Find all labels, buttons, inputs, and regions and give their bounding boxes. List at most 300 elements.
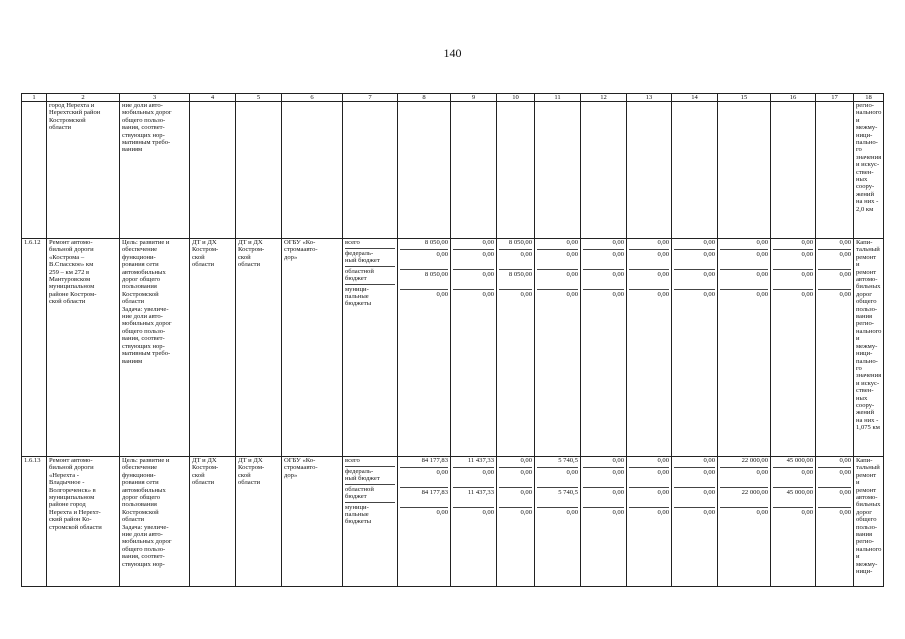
header-col-11: 11	[535, 94, 581, 102]
object-line: 259 – км 272 в	[49, 268, 90, 276]
goal-line: области	[122, 516, 145, 524]
goal-line: функциони-	[122, 253, 156, 261]
funding-source-line: бюджет	[345, 493, 367, 501]
row-executor	[236, 457, 282, 587]
funding-source	[345, 286, 395, 309]
header-col-6: 6	[282, 94, 343, 102]
cont-cell-18	[854, 102, 884, 239]
header-col-3: 3	[120, 94, 190, 102]
object-line: Нерехта и Нерехт-	[49, 508, 101, 516]
result-line: бильных	[856, 501, 881, 509]
value: 0,00	[436, 508, 448, 516]
value: 11 437,33	[453, 489, 494, 508]
cont-cell-8	[398, 102, 451, 239]
value: 45 000,00	[773, 457, 813, 468]
value-cell	[451, 457, 497, 587]
value: 0,00	[773, 251, 813, 270]
cont-result-line: значения	[856, 153, 882, 161]
value: 0,00	[703, 290, 715, 298]
row-object	[47, 457, 120, 587]
customer-line: Костром-	[192, 464, 219, 472]
value: 0,00	[482, 508, 494, 516]
contractor-line: ОГБУ «Ко-	[284, 457, 316, 464]
value-cell	[816, 457, 854, 587]
row-object	[47, 239, 120, 457]
funding-source	[345, 504, 395, 527]
funding-source	[345, 268, 395, 285]
result-line: нального	[856, 327, 882, 335]
value-cell	[535, 457, 581, 587]
goal-line: рования сети	[122, 479, 159, 487]
value: 0,00	[629, 239, 669, 250]
value: 8 050,00	[400, 271, 448, 290]
result-line: ници-	[856, 350, 873, 358]
object-line: Волгореченск» в	[49, 486, 96, 494]
result-line: тальный	[856, 246, 880, 254]
funding-source-line: областной	[345, 485, 374, 493]
value: 0,00	[818, 489, 851, 508]
value: 0,00	[720, 251, 768, 270]
cont-object-line: Костромской	[49, 116, 86, 124]
value: 0,00	[499, 489, 532, 508]
cont-goal-line: ствующих нор-	[122, 131, 165, 139]
row-id: 1.6.12	[22, 239, 47, 457]
goal-line: Костромской	[122, 290, 159, 298]
value: 0,00	[720, 469, 768, 488]
cont-result-line: соору-	[856, 183, 875, 191]
cont-object-line: город Нерехта и	[49, 102, 95, 109]
goal-line: рования сети	[122, 261, 159, 269]
funding-source-line: бюджет	[345, 275, 367, 283]
value: 0,00	[629, 251, 669, 270]
row-result	[854, 239, 884, 457]
header-col-10: 10	[497, 94, 535, 102]
cont-object-line: Нерехтский район	[49, 109, 101, 117]
value: 0,00	[629, 489, 669, 508]
result-line: ных	[856, 394, 868, 402]
header-col-12: 12	[581, 94, 627, 102]
value: 0,00	[657, 290, 669, 298]
funding-source-line: федераль-	[345, 250, 374, 257]
value: 0,00	[720, 239, 768, 250]
object-line: В.Спасское» км	[49, 261, 94, 269]
result-line: жений	[856, 409, 874, 417]
goal-line: Задача: увеличе-	[122, 305, 169, 313]
contractor-line: дор»	[284, 253, 298, 261]
result-line: пользо-	[856, 523, 878, 531]
value-cell	[771, 457, 816, 587]
header-col-1: 1	[22, 94, 47, 102]
goal-line: дорог общего	[122, 494, 161, 502]
funding-source-line: всего	[345, 457, 360, 464]
value: 0,00	[818, 239, 851, 250]
value: 0,00	[453, 271, 494, 290]
value-cell	[398, 239, 451, 457]
value: 0,00	[773, 469, 813, 488]
goal-line: автомобильных	[122, 486, 166, 494]
cont-cell-5	[236, 102, 282, 239]
result-line: ремонт	[856, 268, 877, 276]
value: 0,00	[453, 239, 494, 250]
value: 0,00	[629, 457, 669, 468]
value-cell	[497, 239, 535, 457]
funding-source-line: бюджеты	[345, 300, 372, 308]
value-cell	[627, 457, 672, 587]
goal-line: ствующих нор-	[122, 560, 165, 568]
value: 8 050,00	[400, 239, 448, 250]
contractor-line: стромаавто-	[284, 246, 318, 254]
row-contractor	[282, 239, 343, 457]
value-cell	[581, 239, 627, 457]
funding-source-line: всего	[345, 239, 360, 246]
goal-line: обеспечение	[122, 246, 158, 254]
value: 0,00	[674, 251, 715, 270]
object-line: Владычное -	[49, 479, 85, 487]
result-line: регио-	[856, 538, 874, 546]
header-col-17: 17	[816, 94, 854, 102]
header-col-5: 5	[236, 94, 282, 102]
funding-source-line: бюджеты	[345, 518, 372, 526]
executor-line: ДТ и ДХ	[238, 239, 263, 246]
cont-result-line: ници-	[856, 131, 873, 139]
contractor-line: дор»	[284, 471, 298, 479]
goal-line: мобильных дорог	[122, 320, 172, 328]
value-cell	[718, 239, 771, 457]
value: 0,00	[566, 290, 578, 298]
customer-line: ской	[192, 253, 205, 261]
result-line: тальный	[856, 464, 880, 472]
goal-line: обеспечение	[122, 464, 158, 472]
value: 0,00	[818, 251, 851, 270]
value: 5 740,5	[537, 489, 578, 508]
value: 0,00	[583, 489, 624, 508]
result-line: общего	[856, 516, 877, 524]
cont-goal-line: ние доли авто-	[122, 102, 163, 109]
result-line: на них -	[856, 416, 879, 424]
cont-result-line: и	[856, 116, 860, 124]
customer-line: Костром-	[192, 246, 219, 254]
customer-line: ДТ и ДХ	[192, 239, 217, 246]
header-col-18: 18	[854, 94, 884, 102]
cont-goal-line: мобильных дорог	[122, 109, 172, 117]
cont-result-line: на них -	[856, 198, 879, 206]
value: 22 000,00	[720, 457, 768, 468]
funding-source-line: муници-	[345, 285, 369, 293]
cont-cell-10	[497, 102, 535, 239]
value-cell	[398, 457, 451, 587]
value: 84 177,83	[400, 489, 448, 508]
result-line: 1,075 км	[856, 424, 880, 432]
value: 5 740,5	[537, 457, 578, 468]
cont-cell-7	[343, 102, 398, 239]
value-cell	[718, 457, 771, 587]
header-col-2: 2	[47, 94, 120, 102]
result-line: соору-	[856, 401, 875, 409]
result-line: Капи-	[856, 239, 873, 246]
result-line: дорог	[856, 508, 872, 516]
result-line: бильных	[856, 283, 881, 291]
object-line: районе город	[49, 501, 86, 509]
executor-line: области	[238, 261, 261, 269]
goal-line: функциони-	[122, 471, 156, 479]
value: 0,00	[674, 457, 715, 468]
value: 45 000,00	[773, 489, 813, 508]
goal-line: дорог общего	[122, 276, 161, 284]
header-col-16: 16	[771, 94, 816, 102]
header-col-15: 15	[718, 94, 771, 102]
cont-cell-6	[282, 102, 343, 239]
contractor-line: ОГБУ «Ко-	[284, 239, 316, 246]
funding-source	[345, 468, 395, 485]
row-result	[854, 457, 884, 587]
value: 0,00	[453, 469, 494, 488]
result-line: общего	[856, 298, 877, 306]
value: 0,00	[566, 508, 578, 516]
value: 0,00	[839, 290, 851, 298]
value: 0,00	[818, 469, 851, 488]
value: 8 050,00	[499, 271, 532, 290]
object-line: районе Костром-	[49, 290, 97, 298]
customer-line: области	[192, 479, 215, 487]
goal-line: Костромской	[122, 508, 159, 516]
value: 0,00	[537, 271, 578, 290]
goal-line: мативным требо-	[122, 350, 171, 358]
value: 0,00	[583, 239, 624, 250]
cont-result-line: и искус-	[856, 161, 880, 169]
result-line: ремонт	[856, 486, 877, 494]
table-row	[22, 239, 884, 457]
object-line: бильной дороги	[49, 246, 94, 254]
header-col-13: 13	[627, 94, 672, 102]
value-cell	[581, 457, 627, 587]
result-line: автомо-	[856, 494, 878, 502]
result-line: межму-	[856, 560, 878, 568]
value: 0,00	[436, 290, 448, 298]
funding-source-line: федераль-	[345, 468, 374, 475]
page-number: 140	[443, 46, 462, 60]
cont-cell-12	[581, 102, 627, 239]
header-col-4: 4	[190, 94, 236, 102]
goal-line: пользования	[122, 283, 157, 291]
cont-result-line: регио-	[856, 102, 874, 109]
executor-line: ДТ и ДХ	[238, 457, 263, 464]
funding-source-line: муници-	[345, 503, 369, 511]
value: 0,00	[720, 271, 768, 290]
value: 0,00	[674, 271, 715, 290]
value: 0,00	[839, 508, 851, 516]
funding-source	[345, 457, 395, 467]
value: 0,00	[629, 271, 669, 290]
row-sources	[343, 239, 398, 457]
cont-result-line: межму-	[856, 124, 878, 132]
funding-source	[345, 486, 395, 503]
cont-cell-9	[451, 102, 497, 239]
result-line: значения	[856, 372, 882, 380]
cont-cell-4	[190, 102, 236, 239]
cont-result-line: ствен-	[856, 168, 874, 176]
header-col-9: 9	[451, 94, 497, 102]
value: 0,00	[583, 271, 624, 290]
result-line: пально-	[856, 357, 878, 365]
value: 0,00	[657, 508, 669, 516]
cont-result-line: го	[856, 146, 862, 154]
value-cell	[535, 239, 581, 457]
result-line: дорог	[856, 290, 872, 298]
result-line: пользо-	[856, 305, 878, 313]
object-line: Мантуровском	[49, 276, 91, 284]
funding-source-line: пальные	[345, 293, 369, 301]
row-id: 1.6.13	[22, 457, 47, 587]
value: 0,00	[537, 239, 578, 250]
cont-cell-14	[672, 102, 718, 239]
executor-line: Костром-	[238, 246, 265, 254]
value: 0,00	[520, 508, 532, 516]
value-cell	[451, 239, 497, 457]
row-sources	[343, 457, 398, 587]
value: 0,00	[756, 508, 768, 516]
value: 0,00	[703, 508, 715, 516]
object-line: Ремонт автомо-	[49, 239, 93, 246]
value-cell	[816, 239, 854, 457]
value: 0,00	[612, 290, 624, 298]
goal-line: автомобильных	[122, 268, 166, 276]
object-line: стромской области	[49, 523, 102, 531]
continuation-row	[22, 102, 884, 239]
goal-line: общего пользо-	[122, 327, 166, 335]
value-cell	[672, 457, 718, 587]
value: 0,00	[773, 239, 813, 250]
object-line: Ремонт автомо-	[49, 457, 93, 464]
result-line: ремонт и	[856, 253, 877, 269]
value: 0,00	[801, 290, 813, 298]
value: 0,00	[453, 251, 494, 270]
value: 11 437,33	[453, 457, 494, 468]
goal-line: области	[122, 298, 145, 306]
value-cell	[497, 457, 535, 587]
value: 0,00	[499, 469, 532, 488]
value: 0,00	[537, 251, 578, 270]
value: 0,00	[818, 457, 851, 468]
cont-goal-line: общего пользо-	[122, 116, 166, 124]
result-line: автомо-	[856, 276, 878, 284]
result-line: нального	[856, 545, 882, 553]
funding-source	[345, 250, 395, 267]
value: 0,00	[583, 469, 624, 488]
result-line: ници-	[856, 568, 873, 576]
executor-line: Костром-	[238, 464, 265, 472]
cont-cell-15	[718, 102, 771, 239]
value: 0,00	[583, 251, 624, 270]
cont-goal-line: ваниям	[122, 146, 143, 154]
result-line: межму-	[856, 342, 878, 350]
value: 0,00	[400, 469, 448, 488]
result-line: ствен-	[856, 387, 874, 395]
goal-line: ваниям	[122, 357, 143, 365]
cont-goal-line: вания, соответ-	[122, 124, 165, 132]
result-line: и	[856, 553, 860, 561]
row-executor	[236, 239, 282, 457]
object-line: муниципальном	[49, 283, 95, 291]
cont-cell-16	[771, 102, 816, 239]
cont-cell-3	[120, 102, 190, 239]
row-goal	[120, 239, 190, 457]
cont-result-line: пально-	[856, 139, 878, 147]
goal-line: пользования	[122, 501, 157, 509]
value: 0,00	[583, 457, 624, 468]
cont-cell-11	[535, 102, 581, 239]
cont-cell-17	[816, 102, 854, 239]
object-line: ский район Ко-	[49, 516, 92, 524]
result-line: и искус-	[856, 379, 880, 387]
cont-goal-line: мативным требо-	[122, 139, 171, 147]
goal-line: Цель: развитие и	[122, 239, 170, 246]
value: 0,00	[801, 508, 813, 516]
value: 0,00	[674, 239, 715, 250]
goal-line: ние доли авто-	[122, 531, 163, 539]
contractor-line: стромаавто-	[284, 464, 318, 472]
object-line: «Кострома –	[49, 253, 85, 261]
value: 0,00	[818, 271, 851, 290]
object-line: бильной дороги	[49, 464, 94, 472]
budget-table	[21, 93, 884, 587]
funding-source-line: ный бюджет	[345, 257, 380, 265]
result-line: Капи-	[856, 457, 873, 464]
value-cell	[672, 239, 718, 457]
value: 22 000,00	[720, 489, 768, 508]
header-col-14: 14	[672, 94, 718, 102]
header-col-8: 8	[398, 94, 451, 102]
value: 0,00	[499, 457, 532, 468]
executor-line: области	[238, 479, 261, 487]
value: 0,00	[674, 469, 715, 488]
result-line: и	[856, 335, 860, 343]
customer-line: ской	[192, 471, 205, 479]
funding-source	[345, 239, 395, 249]
value: 0,00	[400, 251, 448, 270]
cont-result-line: нального	[856, 109, 882, 117]
header-col-7: 7	[343, 94, 398, 102]
value: 0,00	[537, 469, 578, 488]
result-line: ремонт и	[856, 471, 877, 487]
cont-cell-1	[22, 102, 47, 239]
value: 8 050,00	[499, 239, 532, 250]
goal-line: Цель: развитие и	[122, 457, 170, 464]
header-row	[22, 94, 884, 102]
value: 0,00	[612, 508, 624, 516]
value: 0,00	[482, 290, 494, 298]
goal-line: вания, соответ-	[122, 553, 165, 561]
value: 0,00	[499, 251, 532, 270]
value-cell	[771, 239, 816, 457]
value: 0,00	[773, 271, 813, 290]
value: 0,00	[520, 290, 532, 298]
row-contractor	[282, 457, 343, 587]
goal-line: вания, соответ-	[122, 335, 165, 343]
value: 0,00	[674, 489, 715, 508]
table-row	[22, 457, 884, 587]
cont-result-line: 2,0 км	[856, 205, 874, 213]
result-line: го	[856, 364, 862, 372]
result-line: вания	[856, 531, 873, 539]
row-customer	[190, 239, 236, 457]
goal-line: ние доли авто-	[122, 313, 163, 321]
executor-line: ской	[238, 471, 251, 479]
object-line: муниципальном	[49, 494, 95, 502]
result-line: вания	[856, 313, 873, 321]
goal-line: Задача: увеличе-	[122, 523, 169, 531]
value: 0,00	[629, 469, 669, 488]
result-line: регио-	[856, 320, 874, 328]
